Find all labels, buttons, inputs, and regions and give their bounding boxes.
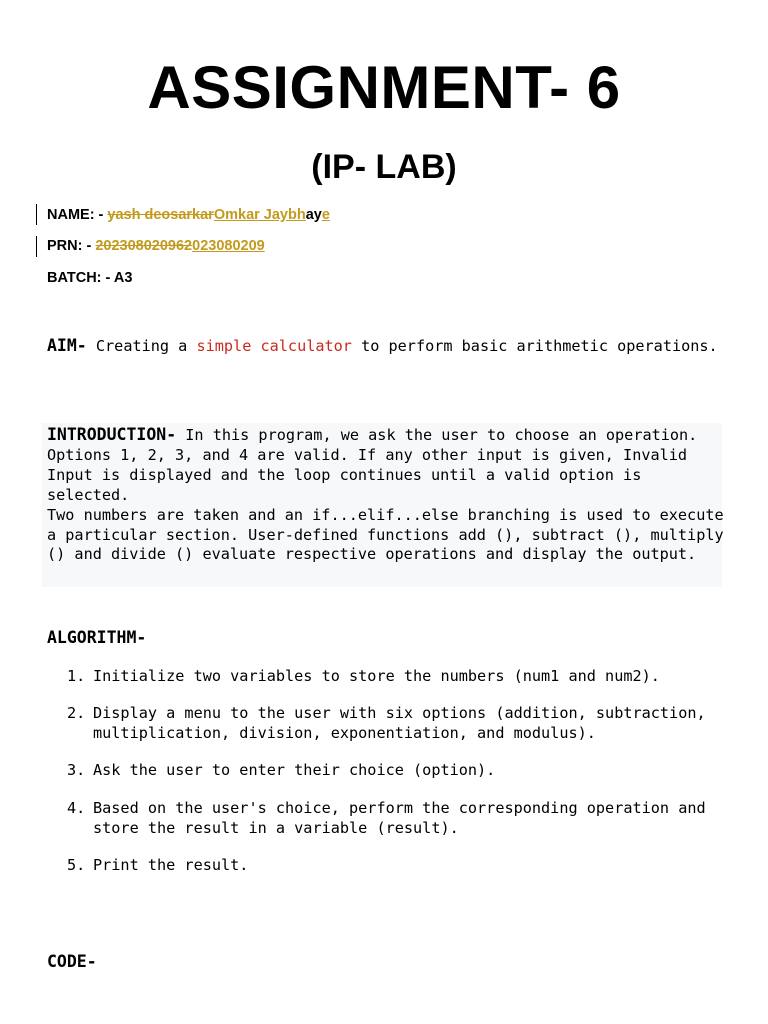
algorithm-step [47,855,737,875]
name-inserted-text-end: e [321,207,330,223]
name-field [47,205,330,225]
aim-text-before: Creating a [86,337,197,355]
assignment-title: ASSIGNMENT- 6 [147,54,621,121]
algorithm-step [47,798,737,838]
prn-deleted-text: 202308020962 [95,238,193,254]
step-number: 2. [67,704,86,723]
prn-inserted-text: 023080209 [192,238,265,254]
name-deleted-text: yash deosarkar [107,207,214,223]
name-inserted-text: Omkar Jaybh [213,207,306,223]
algorithm-step [47,760,737,780]
aim-heading: AIM- [47,336,87,355]
aim-highlight: simple calculator [196,337,352,355]
name-label: NAME: - [47,207,104,223]
step-text: Initialize two variables to store the numbers (num1 and num2). [93,667,660,685]
step-number: 3. [67,761,86,780]
step-text: Display a menu to the user with six options (addition, subtraction, multiplication, division, exponentiation, and modulus). [93,704,706,743]
step-text: Based on the user's choice, perform the corresponding operation and store the result in a variable (result). [93,798,706,837]
change-bar [36,204,37,225]
name-plain-text: ay [305,207,322,223]
step-number: 4. [67,798,86,817]
introduction-paragraph-2: Two numbers are taken and an if...elif...else branching is used to execute a particular section. User-defined functions add (), subtract (), multiply () and divide () evaluate respective operations and display the output. [47,505,724,564]
introduction-heading: INTRODUCTION- [47,425,177,444]
aim-section [47,334,737,358]
algorithm-heading: ALGORITHM- [47,628,147,647]
introduction-paragraph-1: In this program, we ask the user to choose an operation. Options 1, 2, 3, and 4 are valid. If any other input is given, Invalid Input is displayed and the loop continues until a valid option is selected. [47,426,698,504]
introduction-section [47,425,727,565]
algorithm-step [47,703,737,743]
aim-text-after: to perform basic arithmetic operations. [351,337,718,355]
prn-field [47,236,265,256]
prn-label: PRN: - [47,238,92,254]
algorithm-list [47,666,737,892]
step-number: 1. [67,667,86,685]
change-bar [36,236,37,257]
step-text: Ask the user to enter their choice (option). [93,761,496,780]
step-text: Print the result. [93,855,249,874]
step-number: 5. [67,855,86,874]
batch-field: BATCH: - A3 [47,270,133,286]
code-heading: CODE- [47,952,97,971]
course-subtitle: (IP- LAB) [311,148,457,186]
algorithm-step [47,666,737,686]
